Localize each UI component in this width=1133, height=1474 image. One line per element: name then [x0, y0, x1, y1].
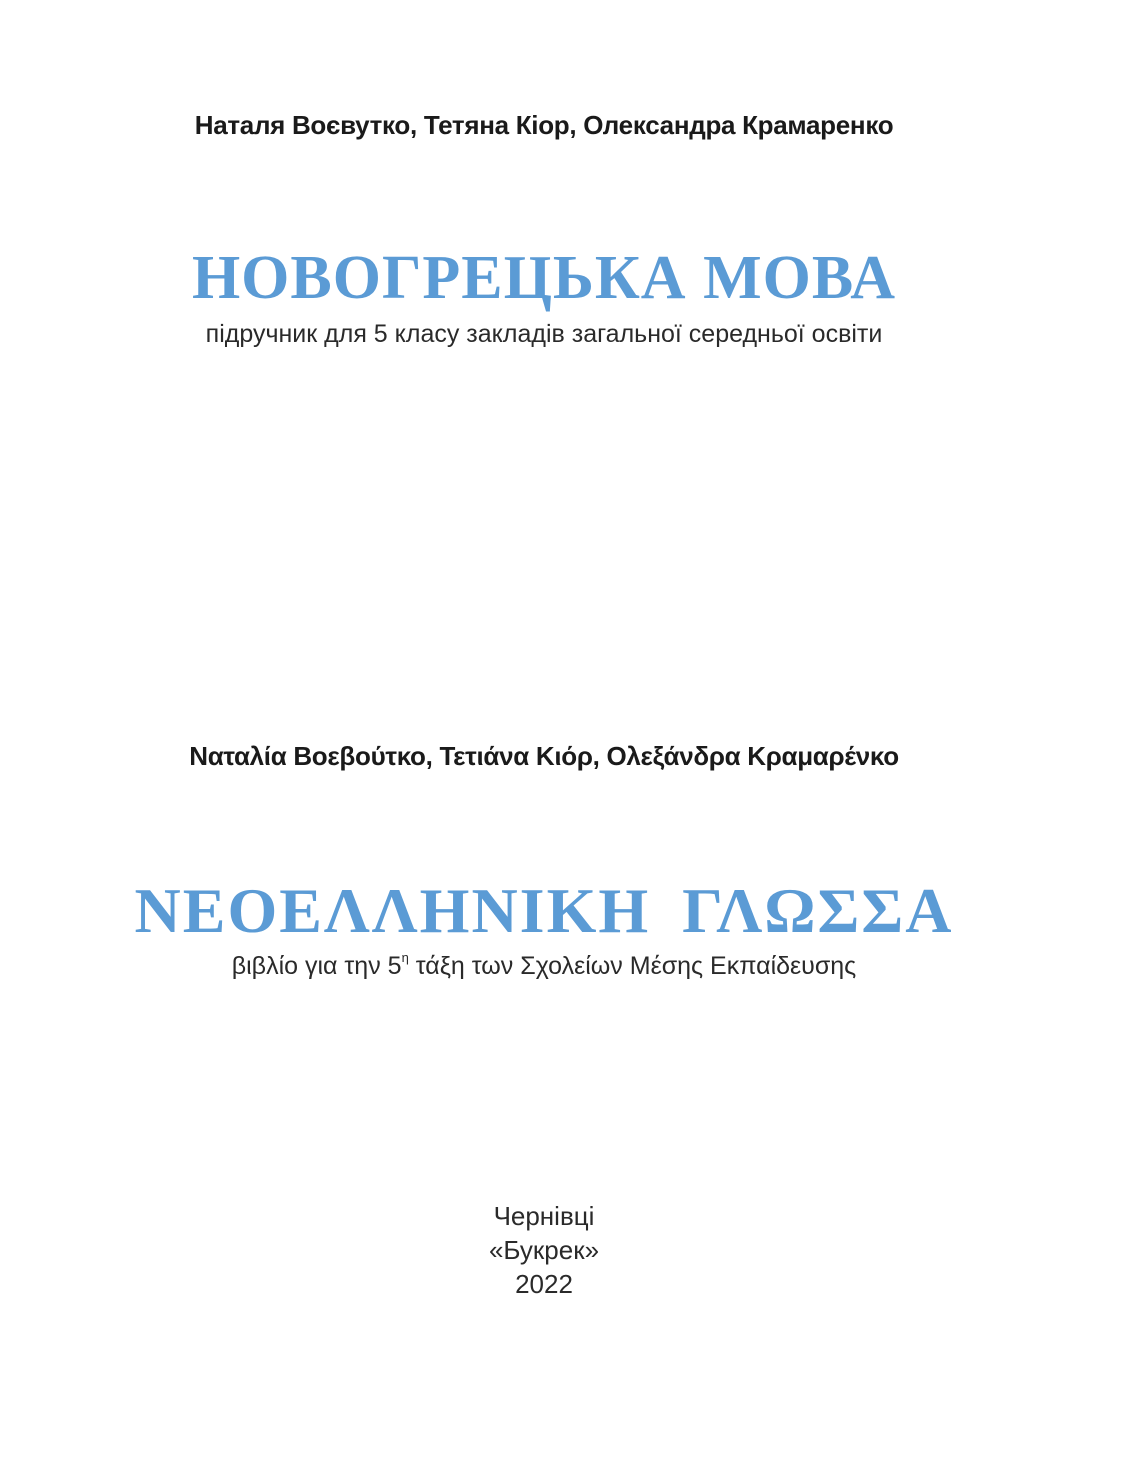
authors-greek: Ναταλία Βοεβούτκο, Τετιάνα Κιόρ, Ολεξάνδρα Κραμαρένκο — [189, 741, 899, 771]
subtitle-greek-superscript: η — [401, 950, 409, 965]
subtitle-greek-part-2: τάξη των Σχολείων Μέσης Εκπαίδευσης — [408, 952, 857, 980]
subtitle-greek-part-1: βιβλίο για την 5 — [231, 952, 402, 980]
subtitle-greek — [0, 952, 1088, 981]
authors-ukrainian: Наталя Воєвутко, Тетяна Кіор, Олександра Крамаренко — [194, 110, 894, 140]
imprint-year: 2022 — [515, 1269, 573, 1299]
subtitle-ukrainian: підручник для 5 класу закладів загальної середньої освіти — [205, 320, 883, 348]
book-title-ukrainian: НОВОГРЕЦЬКА МОВА — [191, 244, 897, 312]
book-title-greek: ΝΕΟΕΛΛΗΝΙΚΗ ΓΛΩΣΣΑ — [134, 875, 954, 946]
imprint-city: Чернівці — [493, 1201, 595, 1231]
imprint-publisher: «Букрек» — [488, 1235, 600, 1265]
